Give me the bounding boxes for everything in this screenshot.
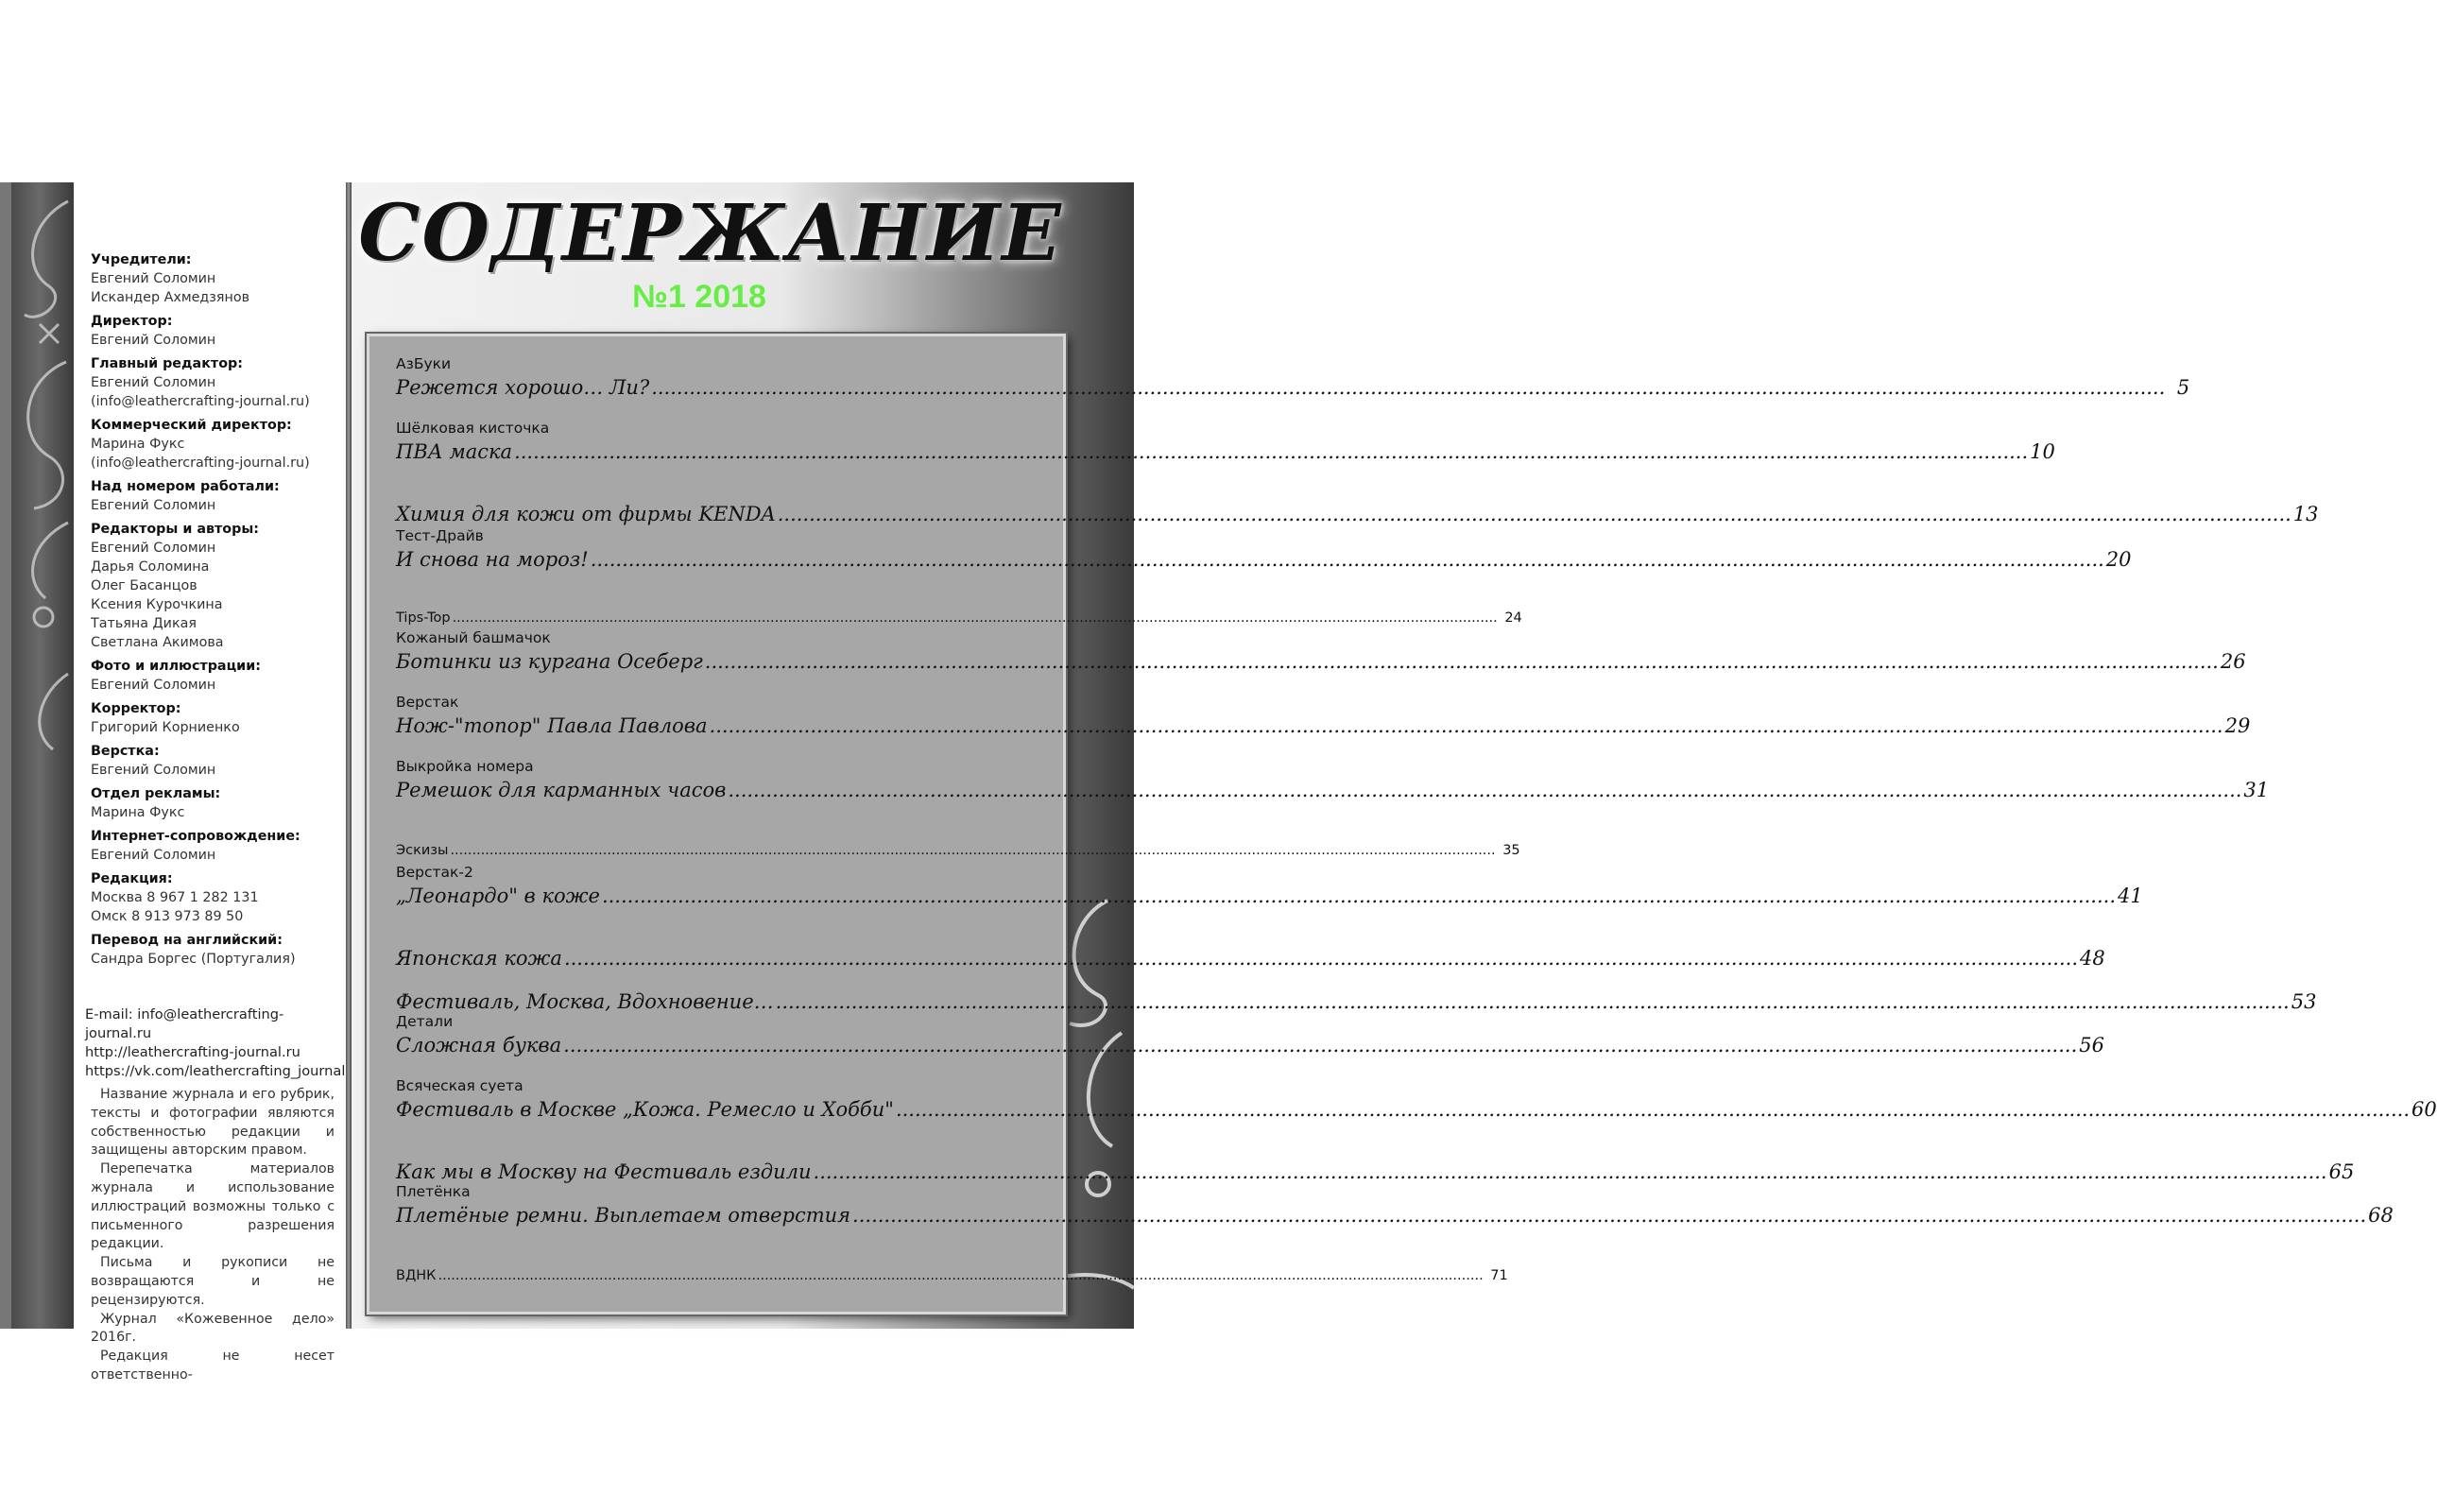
toc-title: Режется хорошо… Ли? [396, 376, 650, 399]
toc-category: Верстак-2 [396, 864, 473, 881]
toc-title: „Леонардо" в коже [396, 885, 600, 907]
credit-block [91, 354, 340, 411]
toc-entry[interactable] [396, 843, 1520, 858]
legal-paragraph: Журнал «Кожевенное дело» 2016г. [91, 1311, 335, 1346]
toc-entry[interactable] [396, 527, 2132, 571]
toc-line [396, 610, 1522, 626]
credit-name: Евгений Соломин [91, 375, 216, 390]
toc-page-number: 24 [1504, 610, 1522, 626]
left-edge [0, 182, 11, 1329]
credit-block [91, 657, 340, 695]
credit-role: Редакторы и авторы: [91, 522, 259, 537]
contact-vk[interactable]: https://vk.com/leathercrafting_journal [85, 1063, 346, 1079]
toc-leader-dots [776, 990, 2290, 1013]
credit-name: Евгений Соломин [91, 763, 216, 778]
legal-paragraph: Письма и рукописи не возвращаются и не рецензируются. [91, 1255, 335, 1308]
swirl-ornament-icon [11, 182, 74, 1329]
left-ornament-strip [11, 182, 74, 1329]
credit-name: Искандер Ахмедзянов [91, 290, 250, 305]
credit-role: Корректор: [91, 701, 181, 716]
contacts-block [85, 1005, 345, 1081]
toc-leader-dots [728, 779, 2241, 801]
credit-name: Марина Фукс [91, 805, 185, 820]
contact-email[interactable]: E-mail: info@leathercrafting-journal.ru [85, 1006, 284, 1041]
toc-line [396, 843, 1520, 858]
toc-entry[interactable] [396, 694, 2251, 737]
toc-leader-dots [705, 650, 2219, 673]
credit-name: Сандра Боргес (Португалия) [91, 952, 296, 967]
credit-role: Коммерческий директор: [91, 418, 292, 433]
credit-name: Ксения Курочкина [91, 597, 223, 612]
toc-category: Плетёнка [396, 1183, 471, 1200]
toc-entry[interactable] [396, 1183, 2394, 1227]
toc-page-number: 20 [2105, 548, 2132, 571]
credit-name: (info@leathercrafting-journal.ru) [91, 394, 310, 409]
toc-entry[interactable] [396, 1268, 1508, 1283]
credit-name: Евгений Соломин [91, 848, 216, 863]
toc-title: Ботинки из кургана Осеберг [396, 650, 703, 673]
credit-block [91, 312, 340, 350]
toc-leader-dots [852, 1204, 2366, 1227]
toc-line [396, 1160, 2355, 1183]
toc-page-number: 41 [2118, 885, 2143, 907]
toc-page-number: 56 [2079, 1034, 2104, 1057]
toc-title: Японская кожа [396, 947, 562, 970]
toc-category: Детали [396, 1013, 454, 1030]
toc-line [396, 1034, 2104, 1057]
toc-page-number: 10 [2030, 440, 2055, 463]
toc-page-number: 26 [2220, 650, 2246, 673]
toc-line [396, 885, 2143, 907]
toc-entry[interactable] [396, 1077, 2437, 1121]
toc-line [396, 650, 2246, 673]
credit-role: Директор: [91, 314, 173, 329]
toc-leader-dots [563, 1034, 2077, 1057]
legal-paragraph: Редакция не несет ответственно- [91, 1349, 335, 1383]
legal-paragraph: Перепечатка материалов журнала и использование иллюстраций возможны только с письменного разрешения редакции. [91, 1161, 335, 1252]
credits-column [91, 250, 340, 973]
credit-block [91, 827, 340, 865]
toc-leader-dots [591, 548, 2104, 571]
credit-role: Верстка: [91, 744, 160, 759]
toc-category: Верстак [396, 694, 459, 711]
toc-entry[interactable] [396, 1013, 2104, 1057]
issue-number: №1 2018 [632, 279, 766, 315]
credit-name: Евгений Соломин [91, 271, 216, 286]
toc-category: Кожаный башмачок [396, 629, 551, 646]
toc-title: Плетёные ремни. Выплетаем отверстия [396, 1204, 851, 1227]
credit-name: Евгений Соломин [91, 678, 216, 693]
toc-entry[interactable] [396, 990, 2317, 1013]
toc-title: И снова на мороз! [396, 548, 589, 571]
toc-page-number: 35 [1502, 843, 1520, 858]
toc-title: Эскизы [396, 843, 449, 858]
toc-leader-dots [453, 610, 1498, 626]
page-title: СОДЕРЖАНИЕ [358, 188, 1063, 279]
toc-page-number: 48 [2080, 947, 2105, 970]
toc-line [396, 1204, 2394, 1227]
credit-name: Евгений Соломин [91, 333, 216, 348]
toc-line [396, 779, 2270, 801]
toc-entry[interactable] [396, 758, 2270, 801]
credit-role: Над номером работали: [91, 479, 280, 494]
credit-name: Светлана Акимова [91, 635, 224, 650]
toc-leader-dots [814, 1160, 2327, 1183]
toc-leader-dots [710, 714, 2223, 737]
credit-name: Татьяна Дикая [91, 616, 197, 631]
toc-entry[interactable] [396, 629, 2246, 673]
toc-category: Выкройка номера [396, 758, 534, 775]
toc-panel [367, 334, 2437, 1314]
credit-role: Редакция: [91, 871, 173, 886]
toc-title: Фестиваль, Москва, Вдохновение… [396, 990, 774, 1013]
credit-name: Евгений Соломин [91, 541, 216, 556]
toc-entry[interactable] [396, 1160, 2355, 1183]
toc-title: Сложная буква [396, 1034, 562, 1057]
toc-entry[interactable] [396, 503, 2319, 525]
toc-line [396, 1268, 1508, 1283]
toc-leader-dots [564, 947, 2078, 970]
toc-category: Всяческая суета [396, 1077, 523, 1094]
credit-role: Перевод на английский: [91, 933, 283, 948]
credit-name: (info@leathercrafting-journal.ru) [91, 455, 310, 471]
credit-role: Учредители: [91, 252, 192, 267]
legal-notice [91, 1086, 335, 1385]
toc-title: ВДНК [396, 1268, 437, 1283]
credit-name: Олег Басанцов [91, 578, 197, 593]
credit-name: Омск 8 913 973 89 50 [91, 909, 244, 924]
toc-title: Химия для кожи от фирмы KENDA [396, 503, 776, 525]
credit-name: Дарья Соломина [91, 559, 210, 575]
toc-leader-dots [778, 503, 2291, 525]
toc-line [396, 376, 2190, 399]
toc-line [396, 503, 2319, 525]
toc-leader-dots [602, 885, 2116, 907]
toc-leader-dots [651, 376, 2165, 399]
toc-entry[interactable] [396, 420, 2055, 463]
toc-line [396, 440, 2055, 463]
toc-page-number: 53 [2291, 990, 2317, 1013]
toc-entry[interactable] [396, 610, 1522, 626]
toc-category: Шёлковая кисточка [396, 420, 550, 437]
credit-block [91, 931, 340, 969]
toc-category: АзБуки [396, 355, 452, 372]
toc-title: Фестиваль в Москве „Кожа. Ремесло и Хобби" [396, 1098, 894, 1121]
toc-entry[interactable] [396, 864, 2143, 907]
credit-block [91, 416, 340, 472]
toc-page-number: 68 [2368, 1204, 2394, 1227]
credit-block [91, 699, 340, 737]
credit-role: Интернет-сопровождение: [91, 829, 300, 844]
toc-category: Тест-Драйв [396, 527, 484, 544]
credit-block [91, 742, 340, 780]
contact-website[interactable]: http://leathercrafting-journal.ru [85, 1044, 300, 1060]
toc-page-number: 31 [2243, 779, 2270, 801]
credit-role: Отдел рекламы: [91, 786, 221, 801]
toc-page-number: 13 [2292, 503, 2319, 525]
toc-entry[interactable] [396, 947, 2105, 970]
credit-role: Фото и иллюстрации: [91, 659, 261, 674]
toc-line [396, 548, 2132, 571]
credit-block [91, 520, 340, 652]
toc-line [396, 1098, 2437, 1121]
toc-title: Нож-"топор" Павла Павлова [396, 714, 708, 737]
toc-title: Ремешок для карманных часов [396, 779, 727, 801]
toc-title: ПВА маска [396, 440, 513, 463]
toc-page-number: 65 [2328, 1160, 2355, 1183]
credit-name: Москва 8 967 1 282 131 [91, 890, 259, 905]
toc-page-number: 5 [2176, 376, 2190, 399]
toc-line [396, 990, 2317, 1013]
credit-name: Марина Фукс [91, 437, 185, 452]
toc-leader-dots [514, 440, 2028, 463]
toc-line [396, 714, 2251, 737]
toc-leader-dots [438, 1268, 1483, 1283]
toc-leader-dots [450, 843, 1495, 858]
toc-line [396, 947, 2105, 970]
toc-page-number: 29 [2224, 714, 2251, 737]
credit-role: Главный редактор: [91, 356, 243, 371]
credit-name: Евгений Соломин [91, 498, 216, 513]
toc-page-number: 60 [2411, 1098, 2437, 1121]
toc-title: Как мы в Москву на Фестиваль ездили [396, 1160, 812, 1183]
credit-block [91, 477, 340, 515]
credit-name: Григорий Корниенко [91, 720, 240, 735]
legal-paragraph: Название журнала и его рубрик, тексты и фотографии являются собственностью редакции и защищены авторским правом. [91, 1087, 335, 1159]
toc-title: Tips-Top [396, 610, 451, 626]
toc-entry[interactable] [396, 355, 2190, 399]
credit-block [91, 869, 340, 926]
toc-page-number: 71 [1490, 1268, 1508, 1283]
credit-block [91, 784, 340, 822]
magazine-page [0, 182, 2437, 1383]
toc-leader-dots [896, 1098, 2410, 1121]
credit-block [91, 250, 340, 307]
